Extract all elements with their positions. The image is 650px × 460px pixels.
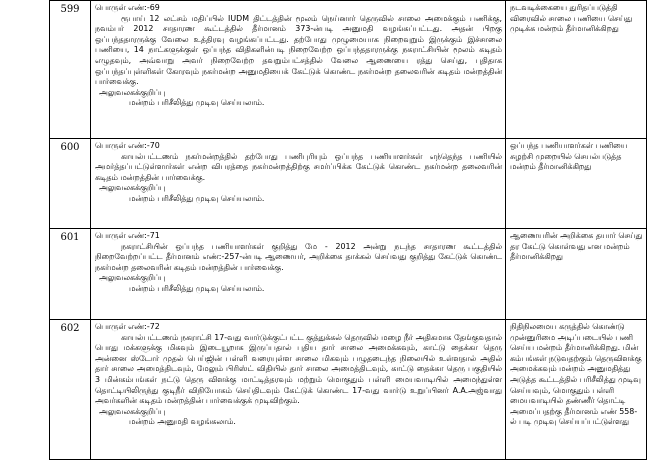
office-note-label: அலுவலகக்குறிப்பு	[99, 406, 166, 416]
table-row	[50, 1, 647, 139]
agenda-body	[91, 320, 506, 460]
table-row	[50, 139, 647, 229]
office-recommendation: மன்றம் பரிசீலித்து முடிவு செய்யலாம்.	[129, 98, 265, 108]
office-recommendation: மன்றம் அனுமதி வழங்கலாம்.	[129, 417, 236, 427]
resolution-number: 601	[50, 229, 91, 320]
office-note-label: அலுவலகக்குறிப்பு	[99, 183, 166, 193]
council-resolution: ஒப்பந்த பணியாளர்கள் பணியை சுழற்சி முறையில் செயல்படுத்த மன்றம் தீர்மானிக்கிறது	[506, 139, 647, 229]
subject-paragraph: காயல்பட்டணம் நகராட்சி 17-வது வார்டுக்குட்பட்ட குத்துக்கல் தெருவில் மழை நீர் அதிகமாக தேங்குவதால் பொது மக்களுக்கு மிகவும் இடையூறாக இருப்பதால் புதிய தார் சாலை அமைக்கவும், காட்டு தைக்கா தெரு அன்னை ஸ்டோர் முதல் பெய்ஜின் பள்ளி வரையுள்ள சாலை மிகவும் பழுதடைந்த நிலையில் உள்ளதால் அதில் தார் சாலை அமைத்திடவும், மேலும் பிரிஸ்ட் விதியில் தார் சாலை அமைத்திடவும், காட்டு தைக்கா தெரு பகுதியில் 3 மின்கம்பங்கள் நட்டு தெரு விளக்கு மாட்டித்தரவும் மற்றும் மொகுதும் பள்ளி மையவாடியில் அமைந்துள்ள தொட்டியிலிருந்து குடிநீர் விநியோகம் செய்திடவும் கேட்டுக் கொண்ட 17-வது வார்டு உறுப்பினர் A.A.அஜ்வாது அவர்களின் கடிதம் மன்றத்தின் பார்வைக்குக் முடிவிற்கும்.	[95, 332, 502, 406]
agenda-body	[91, 139, 506, 229]
table-row	[50, 320, 647, 460]
resolution-number: 602	[50, 320, 91, 460]
subject-paragraph: நகராட்சியின் ஒப்பந்த பணியாளர்கள் குறித்து மே - 2012 அன்று நடந்த சாதாரண கூட்டத்தில் நிறைவேற்றப்பட்ட தீர்மானம் எண்:-257-ன்படி ஆணையர், அறிக்கை தாக்கல் செய்வது குறித்து கேட்டுக் கொண்ட நகர்மன்ற தலைவரின் கடிதம் மன்றத்தின் பார்வைக்கு.	[95, 241, 502, 272]
table-row	[50, 229, 647, 320]
council-resolution: ஆணையரின் அறிக்கை தயார் செய்து தர கேட்டு கொள்வது என மன்றம் தீர்மானிக்கிறது	[506, 229, 647, 320]
subject-line: பொருள் எண்:-70	[95, 141, 160, 150]
office-note-label: அலுவலகக்குறிப்பு	[99, 87, 166, 97]
office-note-label: அலுவலகக்குறிப்பு	[99, 273, 166, 283]
council-resolution: நடவடிக்கையை துரிதப்படுத்தி விரைவில் சாலை பணியை செய்து முடிக்க மன்றம் தீர்மானிக்கிறது	[506, 1, 647, 139]
subject-paragraph: ரூபாய் 12 லட்சம் மதிப்பில் IUDM திட்டத்தின் மூலம் நெய்னார் தெருவில் சாலை அமைக்கும் பணிக்கு, நவம்பர் 2012 சாதாரண கூட்டத்தில் தீர்மானம் 373-ன்படி அனுமதி வழங்கப்பட்டது. அதன் பிறகு ஒப்பந்ததாரருக்கு வேலை உத்திரவு வழங்கப்பட்டது. தற்போது முழுமையாக நிறைவுறும் இருக்கும் இச்சாலை பணியை, 14 நாட்களுக்குள் ஒப்பந்த விதிகளின்படி நிறைவேற்ற ஒப்பந்ததாரருக்கு நகராட்சியின் மூலம் கடிதம் எழுதவும், அவ்வாறு அவர் நிறைவேற்ற தவறும்பட்சத்தில் வேலை ஆணையை ரத்து செய்து, புதிதாக ஒப்பந்தப்புள்ளிகள் கோரவும் நகர்மன்ற அனுமதியைக் கேட்டுக் கொண்ட நகர்மன்ற தலைவரின் கடிதம் மன்றத்தின் பார்வைக்கு.	[95, 13, 502, 87]
minutes-table	[49, 0, 647, 460]
subject-line: பொருள் எண்:-72	[95, 322, 160, 331]
resolution-number: 600	[50, 139, 91, 229]
agenda-body	[91, 1, 506, 139]
council-resolution: நிதிநிலமைய கருத்தில் கொண்டு முன்னுரிமை அடிப்படையில் பணி செய்ய மன்றம் தீர்மானிக்கிறது. மின் கம்பங்கள் நடுவதற்கும் தெருவிளக்கு அமைக்கவும் மன்றம் அனுமதித்து அடுத்த கூட்டத்தில் பரிசீலித்து முடிவு செய்யவும், மொகுதும் பள்ளி மையவாடியில் தண்ணீர் தொட்டி அமைப்பதற்கு தீர்மானம் எண் 558-ல் படி முடிவு செய்யப்பட்டுள்ளது	[506, 320, 647, 460]
resolution-number: 599	[50, 1, 91, 139]
agenda-body	[91, 229, 506, 320]
subject-line: பொருள் எண்:-71	[95, 231, 160, 240]
subject-line: பொருள் எண்:-69	[95, 3, 160, 12]
office-recommendation: மன்றம் பரிசீலித்து முடிவு செய்யலாம்.	[129, 193, 265, 203]
office-recommendation: மன்றம் பரிசீலித்து முடிவு செய்யலாம்.	[129, 283, 265, 293]
subject-paragraph: காயல்பட்டணம் நகர்மன்றத்தில் தற்போது பணிபுரியும் ஒப்பந்த பணியாளர்கள் எந்தெந்த பணியில் அமர்த்தப்பட்டுள்ளார்கள் என்ற விபரத்தை நகர்மன்றத்திற்கு சமர்ப்பிக்க கேட்டுக் கொண்ட நகர்மன்ற தலைவரின் கடிதம் மன்றத்தின் பார்வைக்கு.	[95, 151, 502, 182]
